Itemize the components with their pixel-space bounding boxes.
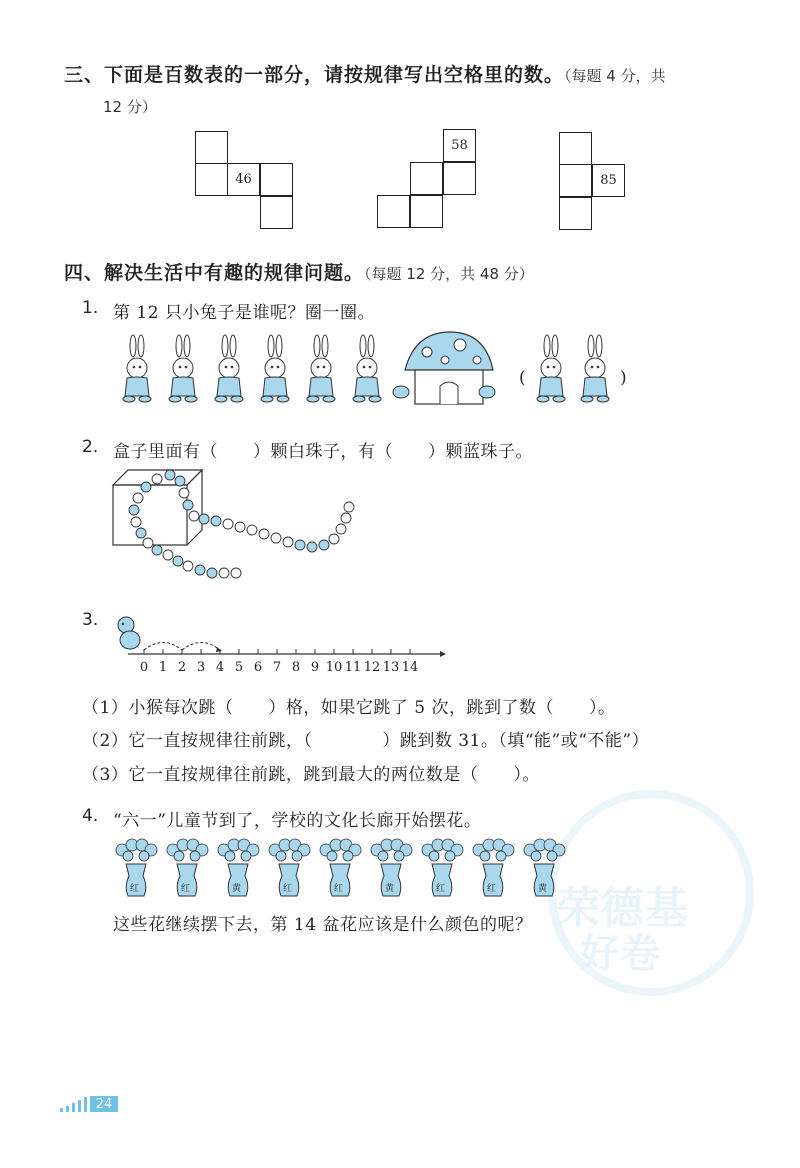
number-line-label: 7 — [272, 660, 282, 675]
number-line-ticks — [140, 649, 418, 675]
number-line-label: 4 — [215, 660, 225, 675]
flower-vase — [112, 836, 160, 898]
flower-vase — [316, 836, 364, 898]
rabbit-icon — [537, 335, 565, 402]
q3-sub2: （2）它一直按规律往前跳，（ ）跳到数 31。（填“能”或“不能”） — [82, 731, 650, 751]
grid-cell — [377, 195, 410, 228]
section3-note: （每题 4 分，共 — [564, 67, 666, 85]
rabbit-icon — [581, 335, 609, 402]
q1-text: 第 12 只小兔子是谁呢？圈一圈。 — [113, 303, 375, 323]
rabbit-row-illustration — [115, 330, 645, 410]
number-line-label: 13 — [382, 660, 400, 675]
number-line-label: 12 — [363, 660, 381, 675]
q4-text: “六一”儿童节到了，学校的文化长廊开始摆花。 — [113, 811, 482, 831]
q4-number: 4. — [82, 806, 99, 826]
q1-number: 1. — [82, 298, 99, 318]
section3-heading — [64, 60, 754, 87]
number-line-label: 1 — [158, 660, 168, 675]
grid-cell — [410, 162, 443, 195]
grid-cell — [443, 162, 476, 195]
grid-cell — [410, 195, 443, 228]
section4-note: （每题 12 分，共 48 分） — [364, 265, 534, 283]
vase-label: 红 — [487, 884, 497, 894]
number-line — [110, 605, 450, 680]
vase-label: 红 — [334, 884, 344, 894]
vase-label: 红 — [130, 884, 140, 894]
grid-cell — [195, 163, 228, 196]
grid-cell — [260, 196, 293, 229]
number-line-label: 10 — [325, 660, 343, 675]
grid-cell — [559, 164, 592, 197]
vase-label: 黄 — [232, 884, 242, 894]
rabbit-icon — [169, 335, 197, 402]
q3-sub1: （1）小猴每次跳（ ）格，如果它跳了 5 次，跳到了数（ ）。 — [82, 698, 616, 718]
q4-question: 这些花继续摆下去，第 14 盆花应该是什么颜色的呢？ — [113, 915, 533, 935]
flower-vase — [469, 836, 517, 898]
page-number: 24 — [90, 1096, 118, 1112]
rabbit-icon — [353, 335, 381, 402]
number-line-label: 2 — [177, 660, 187, 675]
number-line-label: 5 — [234, 660, 244, 675]
number-line-label: 9 — [310, 660, 320, 675]
bead-box-illustration — [110, 465, 370, 585]
q1-paren-open: ( — [519, 368, 526, 388]
flower-vase — [418, 836, 466, 898]
grid-cell-given: 85 — [592, 164, 625, 197]
vase-label: 红 — [181, 884, 191, 894]
section4-title: 四、解决生活中有趣的规律问题。 — [64, 262, 365, 284]
number-line-label: 0 — [139, 660, 149, 675]
flower-vase-row — [112, 836, 572, 898]
number-line-label: 6 — [253, 660, 263, 675]
flower-vase — [367, 836, 415, 898]
number-line-label: 3 — [196, 660, 206, 675]
section3-title: 三、下面是百数表的一部分，请按规律写出空格里的数。 — [64, 64, 565, 86]
grid-cell-given: 58 — [443, 129, 476, 162]
rabbit-icon — [123, 335, 151, 402]
grid-cell — [260, 163, 293, 196]
grid-cell — [195, 131, 228, 164]
rabbit-icon — [307, 335, 335, 402]
number-line-label: 8 — [291, 660, 301, 675]
page-bars-icon — [58, 1096, 90, 1112]
q3-sub3: （3）它一直按规律往前跳，跳到最大的两位数是（ ）。 — [82, 765, 540, 785]
rabbit-icon — [215, 335, 243, 402]
flower-vase — [520, 836, 568, 898]
flower-vase — [214, 836, 262, 898]
grid-cell — [559, 197, 592, 230]
mushroom-house-icon — [393, 332, 495, 404]
section3-note-cont: 12 分） — [103, 98, 157, 116]
watermark-text-2: 好卷 — [580, 931, 660, 977]
watermark-text-1: 荣德基 — [556, 883, 688, 934]
number-line-label: 14 — [401, 660, 419, 675]
q3-number: 3. — [82, 610, 99, 630]
number-line-label: 11 — [344, 660, 362, 675]
monkey-icon — [118, 617, 140, 649]
grid-cell — [559, 132, 592, 165]
vase-label: 黄 — [385, 884, 395, 894]
section4-heading — [64, 258, 534, 285]
grid-cell-given: 46 — [227, 163, 260, 196]
q1-paren-close: ) — [620, 368, 627, 388]
q2-text: 盒子里面有（ ）颗白珠子，有（ ）颗蓝珠子。 — [113, 442, 533, 462]
vase-label: 红 — [436, 884, 446, 894]
flower-vase — [163, 836, 211, 898]
rabbit-icon — [261, 335, 289, 402]
vase-label: 黄 — [538, 884, 548, 894]
vase-label: 红 — [283, 884, 293, 894]
flower-vase — [265, 836, 313, 898]
q2-number: 2. — [82, 437, 99, 457]
